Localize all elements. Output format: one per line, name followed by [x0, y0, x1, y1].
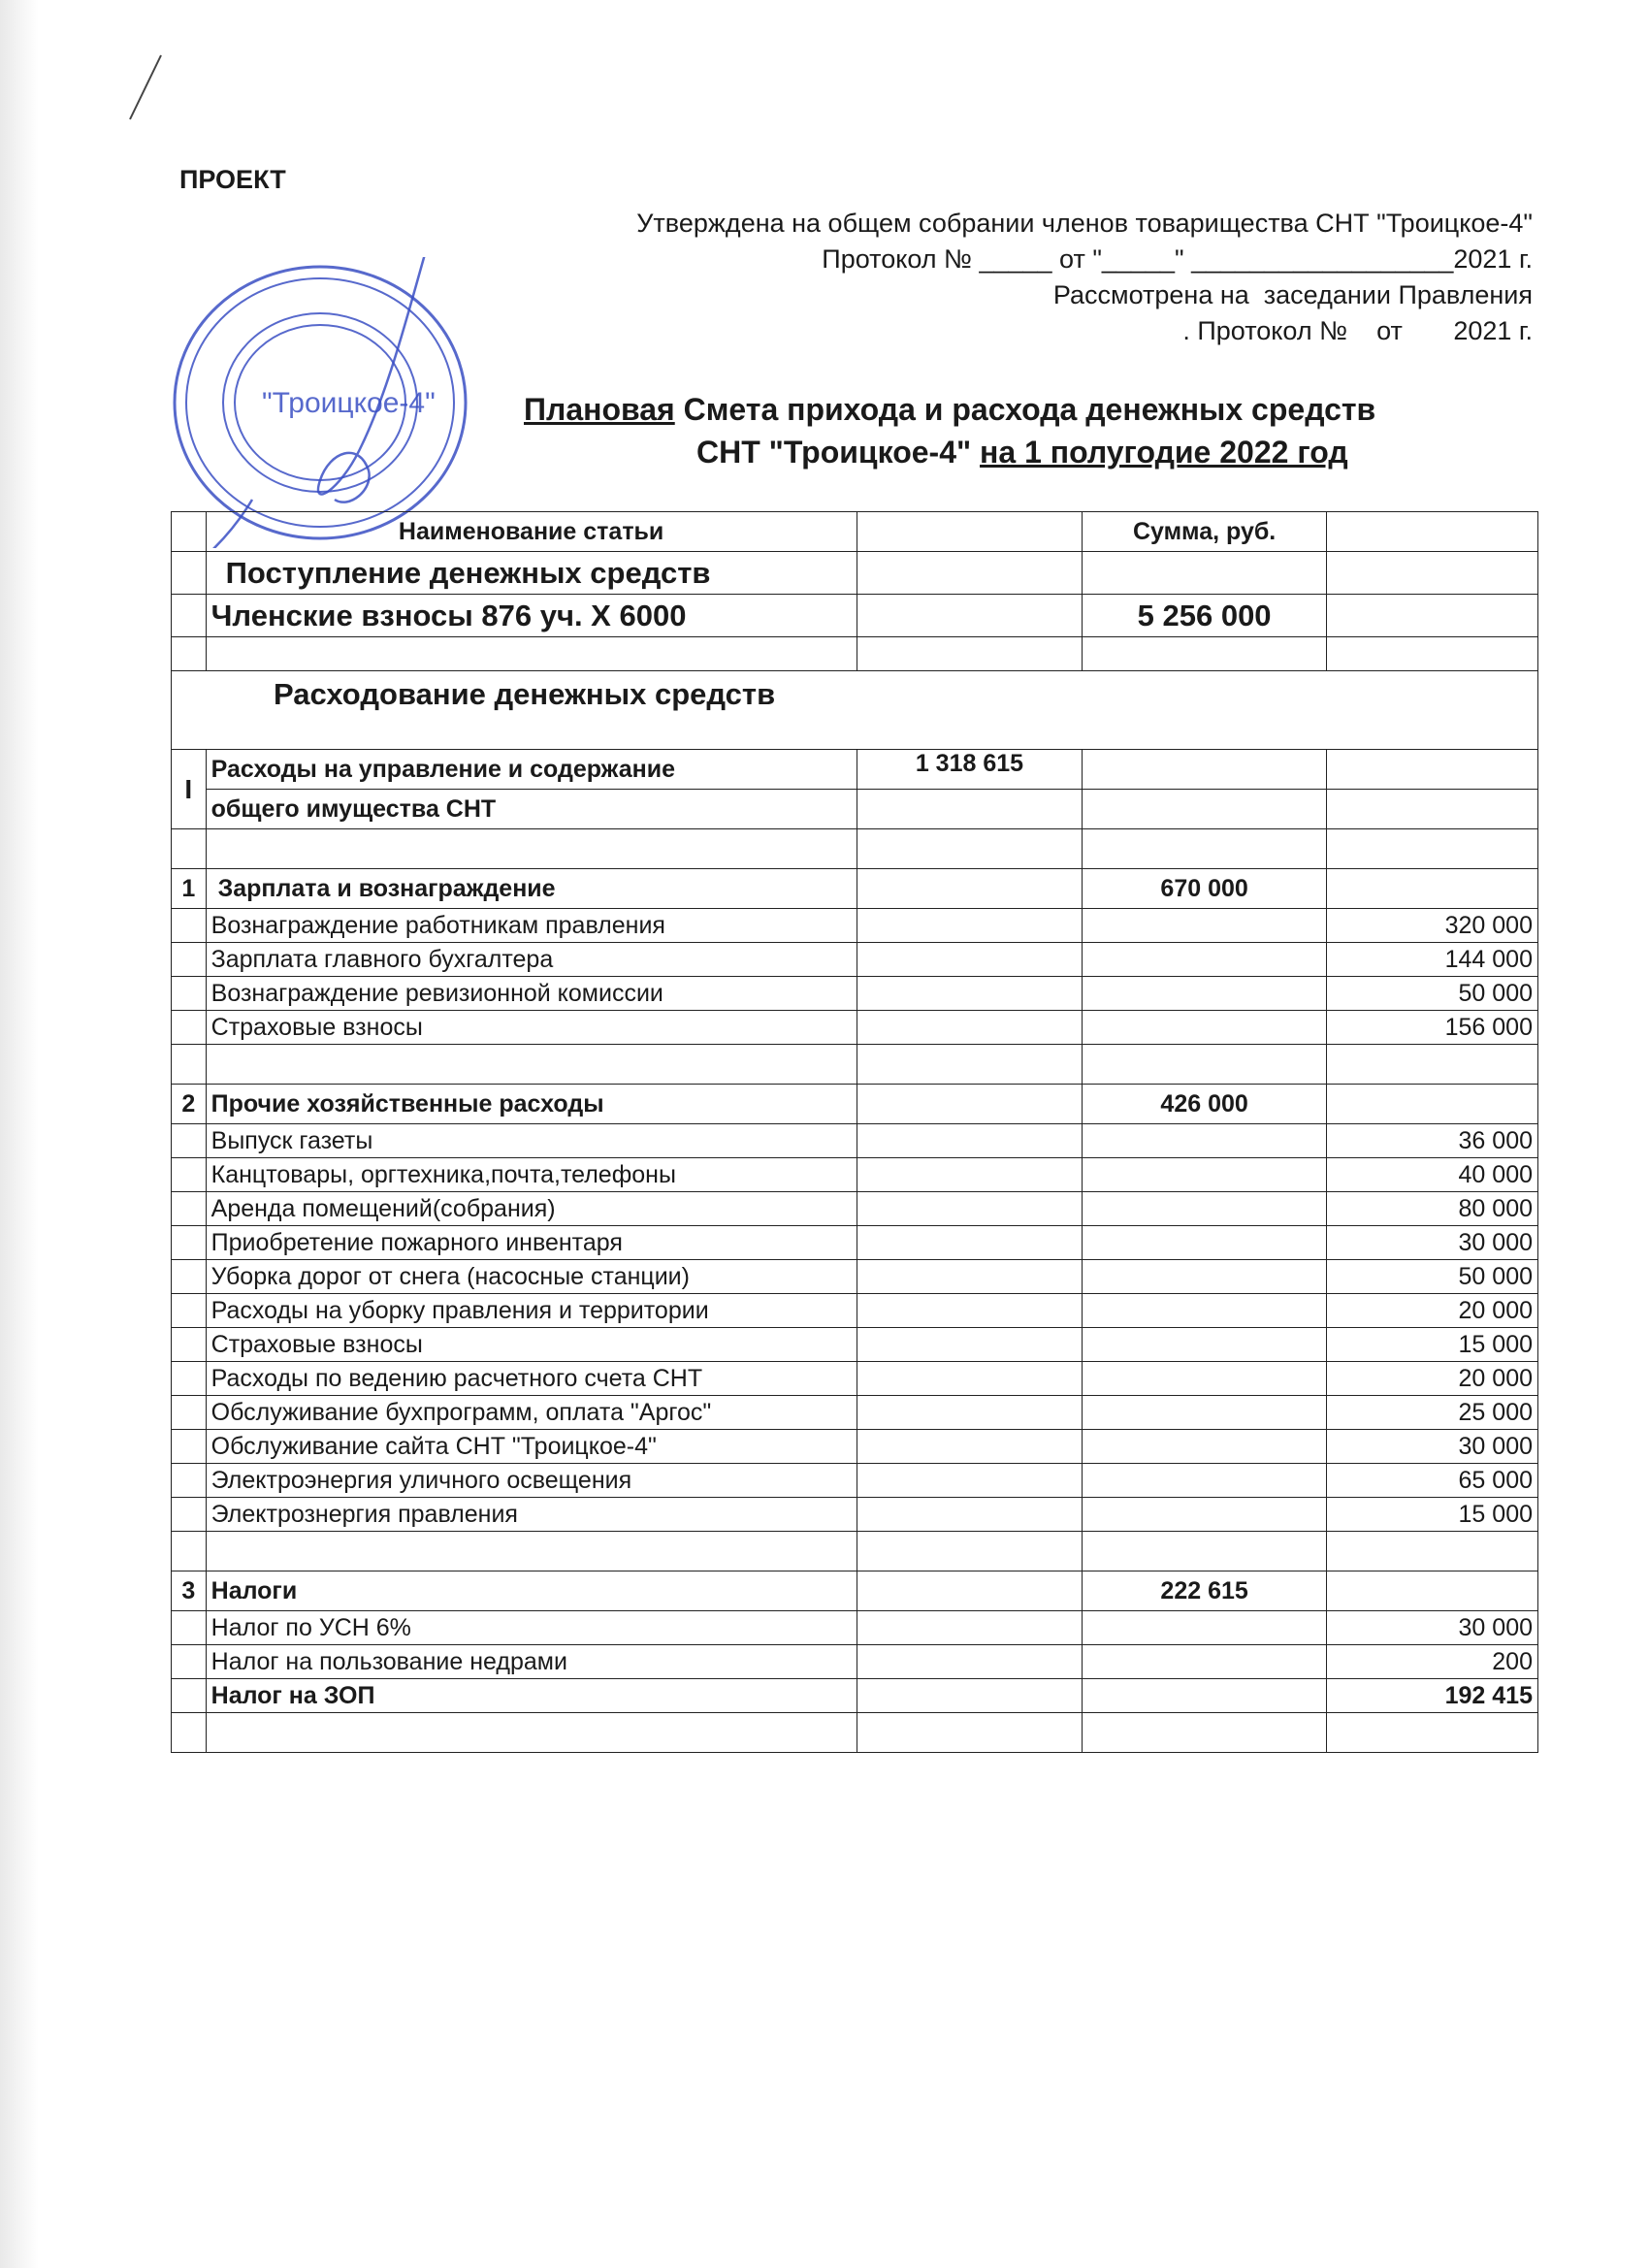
expense-title: Расходование денежных средств	[172, 671, 1538, 750]
spacer-row	[172, 1045, 1538, 1085]
item-value: 65 000	[1326, 1464, 1537, 1498]
group-row	[172, 869, 1538, 909]
group-label: Прочие хозяйственные расходы	[206, 1085, 857, 1124]
item-label: Расходы по ведению расчетного счета СНТ	[206, 1362, 857, 1396]
group-total: 426 000	[1083, 1085, 1327, 1124]
table-row	[172, 943, 1538, 977]
item-label: Налог на ЗОП	[206, 1679, 857, 1713]
item-label: Налог на пользование недрами	[206, 1645, 857, 1679]
income-title: Поступление денежных средств	[206, 552, 857, 595]
item-label: Расходы на уборку правления и территории	[206, 1294, 857, 1328]
section-i-row-2	[172, 790, 1538, 829]
table-row	[172, 1192, 1538, 1226]
item-value: 30 000	[1326, 1611, 1537, 1645]
table-header-row	[172, 512, 1538, 552]
group-row	[172, 1085, 1538, 1124]
table-row	[172, 1679, 1538, 1713]
item-label: Вознаграждение ревизионной комиссии	[206, 977, 857, 1011]
item-value: 320 000	[1326, 909, 1537, 943]
section-i-total: 1 318 615	[857, 750, 1083, 790]
item-label: Вознаграждение работникам правления	[206, 909, 857, 943]
spacer-row	[172, 637, 1538, 671]
item-label: Страховые взносы	[206, 1011, 857, 1045]
header-name: Наименование статьи	[206, 512, 857, 552]
table-row	[172, 1328, 1538, 1362]
organization-seal	[165, 257, 475, 548]
table-row	[172, 1260, 1538, 1294]
approval-line-1: Утверждена на общем собрании членов товарищества СНТ "Троицкое-4"	[636, 209, 1533, 238]
item-value: 144 000	[1326, 943, 1537, 977]
title-period: на 1 полугодие 2022 год	[980, 435, 1348, 470]
item-label: Выпуск газеты	[206, 1124, 857, 1158]
item-value: 192 415	[1326, 1679, 1537, 1713]
item-value: 156 000	[1326, 1011, 1537, 1045]
approval-line-2: Протокол № _____ от "_____" __________________2021 г.	[822, 244, 1533, 274]
table-row	[172, 1464, 1538, 1498]
item-label: Аренда помещений(собрания)	[206, 1192, 857, 1226]
item-label: Зарплата главного бухгалтера	[206, 943, 857, 977]
item-value: 30 000	[1326, 1430, 1537, 1464]
item-value: 80 000	[1326, 1192, 1537, 1226]
table-row	[172, 1396, 1538, 1430]
spacer-row	[172, 1713, 1538, 1753]
item-value: 50 000	[1326, 977, 1537, 1011]
income-title-row	[172, 552, 1538, 595]
spacer-row	[172, 829, 1538, 869]
item-value: 36 000	[1326, 1124, 1537, 1158]
table-row	[172, 1611, 1538, 1645]
item-label: Приобретение пожарного инвентаря	[206, 1226, 857, 1260]
table-row	[172, 1430, 1538, 1464]
pen-mark	[126, 53, 165, 121]
item-label: Налог по УСН 6%	[206, 1611, 857, 1645]
section-i-label-1: Расходы на управление и содержание	[206, 750, 857, 790]
table-row	[172, 1498, 1538, 1532]
item-label: Страховые взносы	[206, 1328, 857, 1362]
scan-edge	[0, 0, 39, 2268]
project-label: ПРОЕКТ	[179, 165, 286, 194]
table-row	[172, 1124, 1538, 1158]
item-value: 40 000	[1326, 1158, 1537, 1192]
document-title	[524, 388, 1494, 473]
table-row	[172, 909, 1538, 943]
title-line2-plain: СНТ "Троицкое-4"	[696, 435, 981, 470]
group-total: 222 615	[1083, 1571, 1327, 1611]
item-value: 20 000	[1326, 1362, 1537, 1396]
group-label: Налоги	[206, 1571, 857, 1611]
expense-title-row	[172, 671, 1538, 750]
group-label: Зарплата и вознаграждение	[206, 869, 857, 909]
table-row	[172, 1158, 1538, 1192]
item-label: Уборка дорог от снега (насосные станции)	[206, 1260, 857, 1294]
approval-line-3: Рассмотрена на заседании Правления	[1052, 280, 1533, 309]
budget-table	[171, 511, 1538, 1753]
svg-text:"Троицкое-4": "Троицкое-4"	[262, 387, 436, 419]
group-total: 670 000	[1083, 869, 1327, 909]
item-value: 15 000	[1326, 1498, 1537, 1532]
item-value: 15 000	[1326, 1328, 1537, 1362]
section-i-row-1	[172, 750, 1538, 790]
item-value: 25 000	[1326, 1396, 1537, 1430]
item-value: 50 000	[1326, 1260, 1537, 1294]
title-planned: Плановая	[524, 392, 675, 427]
spacer-row	[172, 1532, 1538, 1571]
section-i-num: I	[172, 750, 207, 829]
table-row	[172, 1011, 1538, 1045]
table-row	[172, 1645, 1538, 1679]
item-label: Обслуживание бухпрограмм, оплата "Аргос"	[206, 1396, 857, 1430]
section-i-label-2: общего имущества СНТ	[206, 790, 857, 829]
item-value: 20 000	[1326, 1294, 1537, 1328]
table-row	[172, 1226, 1538, 1260]
item-label: Электроэнергия уличного освещения	[206, 1464, 857, 1498]
membership-row	[172, 595, 1538, 637]
table-row	[172, 1362, 1538, 1396]
item-value: 200	[1326, 1645, 1537, 1679]
header-sum: Сумма, руб.	[1083, 512, 1327, 552]
title-line1-rest: Смета прихода и расхода денежных средств	[674, 392, 1376, 427]
group-num: 1	[172, 869, 207, 909]
group-num: 2	[172, 1085, 207, 1124]
membership-label: Членские взносы 876 уч. Х 6000	[206, 595, 857, 637]
table-row	[172, 1294, 1538, 1328]
item-label: Обслуживание сайта СНТ "Троицкое-4"	[206, 1430, 857, 1464]
group-num: 3	[172, 1571, 207, 1611]
table-row	[172, 977, 1538, 1011]
item-label: Канцтовары, оргтехника,почта,телефоны	[206, 1158, 857, 1192]
approval-block	[466, 206, 1533, 349]
approval-line-4: . Протокол № от 2021 г.	[1182, 316, 1533, 345]
group-row	[172, 1571, 1538, 1611]
item-value: 30 000	[1326, 1226, 1537, 1260]
membership-total: 5 256 000	[1083, 595, 1327, 637]
item-label: Электрознергия правления	[206, 1498, 857, 1532]
